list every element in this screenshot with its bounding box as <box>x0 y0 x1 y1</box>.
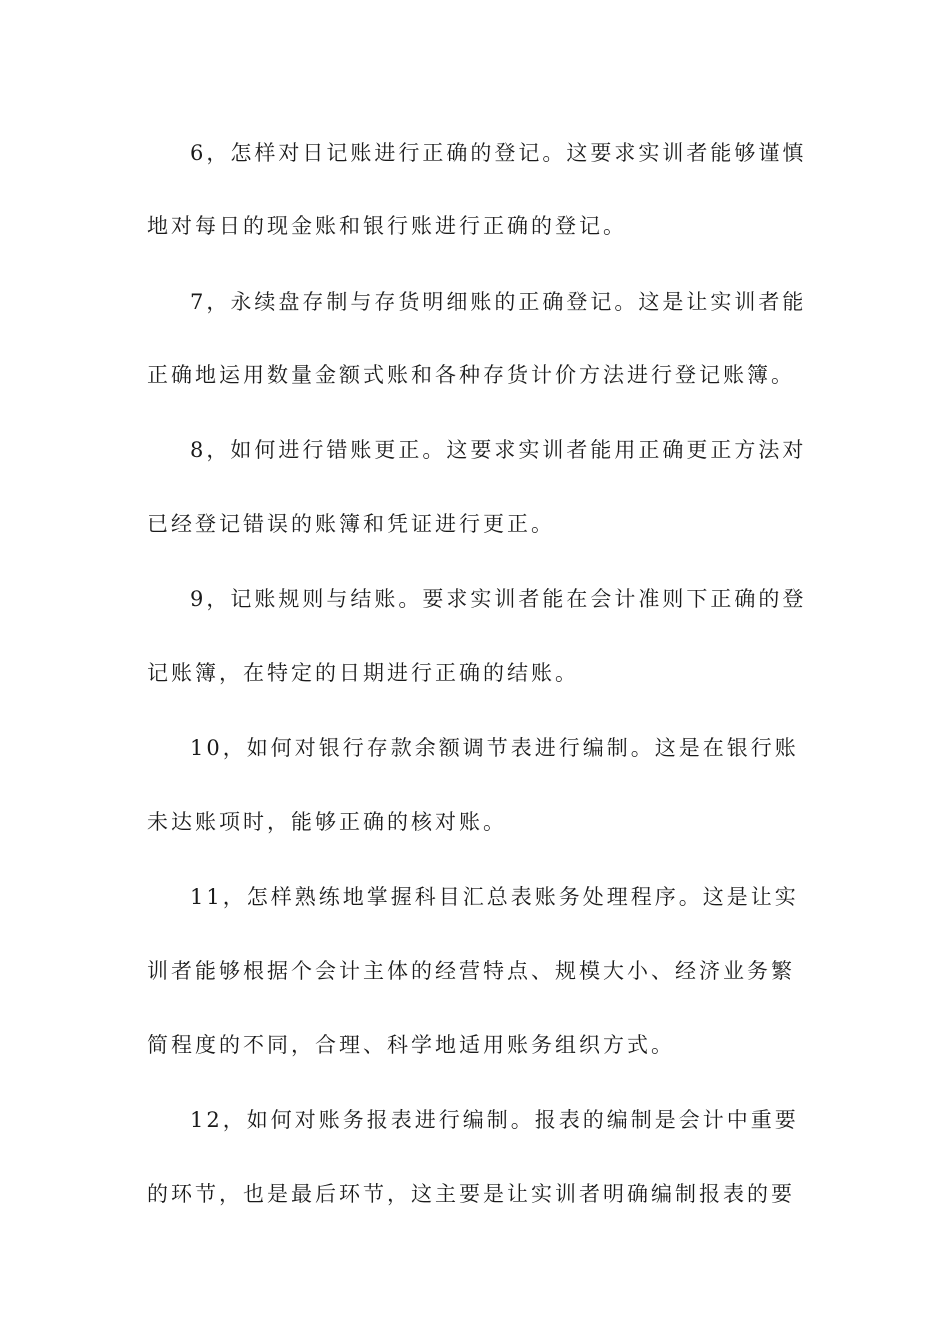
paragraph-9-line-2: 记账簿，在特定的日期进行正确的结账。 <box>147 661 579 685</box>
paragraph-8-line-1: 8，如何进行错账更正。这要求实训者能用正确更正方法对 <box>190 438 807 462</box>
paragraph-6-line-2: 地对每日的现金账和银行账进行正确的登记。 <box>147 214 627 238</box>
paragraph-11-line-3: 简程度的不同，合理、科学地适用账务组织方式。 <box>147 1033 675 1057</box>
paragraph-6-line-1: 6，怎样对日记账进行正确的登记。这要求实训者能够谨慎 <box>190 141 807 165</box>
paragraph-7-line-1: 7，永续盘存制与存货明细账的正确登记。这是让实训者能 <box>190 290 807 314</box>
paragraph-11-line-2: 训者能够根据个会计主体的经营特点、规模大小、经济业务繁 <box>147 959 795 983</box>
paragraph-12-line-2: 的环节，也是最后环节，这主要是让实训者明确编制报表的要 <box>147 1182 795 1206</box>
paragraph-12-line-1: 12，如何对账务报表进行编制。报表的编制是会计中重要 <box>190 1108 799 1132</box>
paragraph-10-line-1: 10，如何对银行存款余额调节表进行编制。这是在银行账 <box>190 736 799 760</box>
paragraph-10-line-2: 未达账项时，能够正确的核对账。 <box>147 810 507 834</box>
paragraph-7-line-2: 正确地运用数量金额式账和各种存货计价方法进行登记账簿。 <box>147 363 795 387</box>
paragraph-8-line-2: 已经登记错误的账簿和凭证进行更正。 <box>147 512 555 536</box>
paragraph-11-line-1: 11，怎样熟练地掌握科目汇总表账务处理程序。这是让实 <box>190 885 799 909</box>
paragraph-9-line-1: 9，记账规则与结账。要求实训者能在会计准则下正确的登 <box>190 587 807 611</box>
